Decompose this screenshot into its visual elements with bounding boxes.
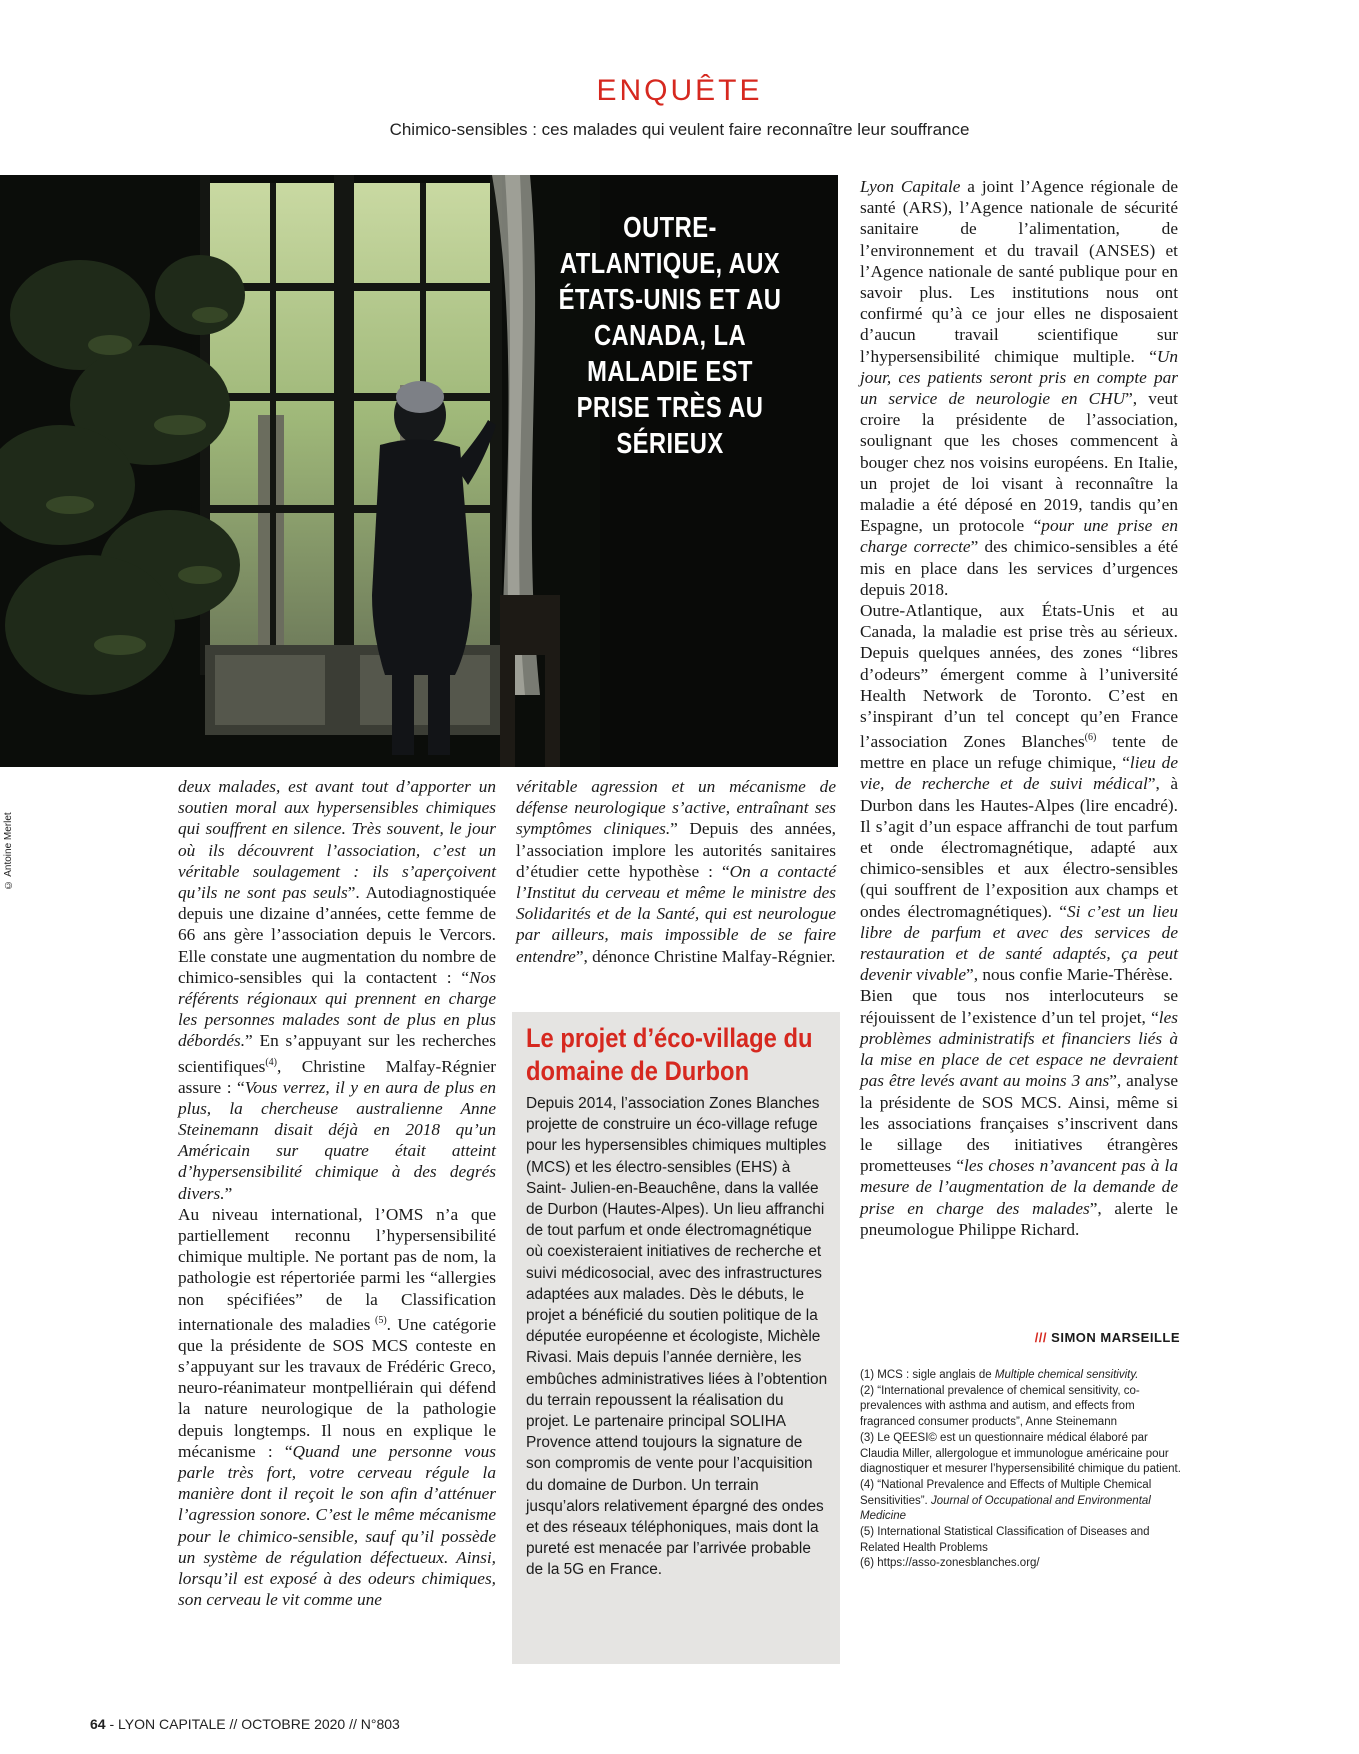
footnote-ref: (5) [370,1314,387,1326]
text: ”, veut croire la présidente de l’association, soulignant que les choses commencent à bouger chez nos voisins européens. En Italie, un projet de loi visant à reconnaître la maladie a été déposé en 2019, tandis qu’en Espagne, un protocole “ [860,389,1178,536]
text: (1) MCS : sigle anglais de [860,1369,995,1381]
page-footer [90,1716,400,1732]
paragraph [178,776,496,1204]
footnote: (5) International Statistical Classification of Diseases and Related Health Problems [860,1526,1150,1554]
author-name: SIMON MARSEILLE [1051,1330,1180,1345]
paragraph [860,176,1178,600]
quote-text: pour une prise en charge correcte [860,516,1178,557]
paragraph [860,600,1178,985]
text: ”. Autodiagnostiquée depuis une dizaine d’années, cette femme de 66 ans gère l’association depuis le Vercors. Elle constate une augmentation du nombre de chimico-sensibles qui la contactent : “ [178,883,496,987]
quote-text: véritable agression et un mécanisme de défense neurologique s’active, entraînant ses symptômes cliniques. [516,777,836,839]
quote-text: On a contacté l’Institut du cerveau et même le ministre des Solidarités et de la Santé, qui est neurologue par ailleurs, mais impossible de se faire entendre [516,861,837,966]
quote-text: deux malades, est avant tout d’apporter un soutien moral aux hypersensibles chimiques qui souffrent en silence. Très souvent, le jour où ils découvrent l’association, c’est un véritable soulagement : ils s’aperçoivent qu’ils ne sont pas seuls [178,777,496,903]
text: ”, nous confie Marie-Thérèse. [966,965,1173,985]
footnote [860,1478,1182,1525]
quote-text: Un jour, ces patients seront pris en compte par un service de neurologie en CHU [860,346,1178,409]
text: ”, dénonce Christine Malfay-Régnier. [575,946,836,966]
paragraph [516,776,836,967]
footnotes [860,1368,1182,1572]
page-number: 64 [90,1716,106,1732]
text: , Christine Malfay-Régnier assure : “ [178,1056,496,1097]
quote-text: Vous verrez, il y en aura de plus en plus, la chercheuse australienne Anne Steinemann disait déjà en 2018 qu’un Américain sur quatre était atteint d’hypersensibilité chimique à des degrés divers. [178,1077,496,1203]
text: Bien que tous nos interlocuteurs se réjouissent de l’existence d’un tel projet, “ [860,986,1178,1027]
text: Multiple chemical sensitivity. [994,1369,1139,1381]
text: ” des chimico-sensibles a été mis en place dans les services d’urgences depuis 2018. [860,537,1178,599]
publication-name: Lyon Capitale [860,177,961,196]
footnote: (6) https://asso-zonesblanches.org/ [860,1557,1040,1570]
article-column-3 [860,176,1178,1240]
article-column-1 [178,776,496,1610]
text: . Une catégorie que la présidente de SOS MCS conteste en s’appuyant sur les travaux de Frédéric Greco, neuro-réanimateur montpelliérain qui défend la nature neurologique de la pathologie depuis longtemps. Il nous en explique le mécanisme : “ [178,1314,496,1461]
footnote-ref: (6) [1084,732,1097,744]
article-subtitle: Chimico-sensibles : ces malades qui veulent faire reconnaître leur souffrance [389,120,970,139]
quote-text: les problèmes administratifs et financiers liés à la mise en place de cet espace ne devraient pas être levés avant au moins 3 ans [860,1007,1178,1091]
quote-text: lieu de vie, de recherche et de suivi médical [860,753,1178,794]
section-title: ENQUÊTE [596,74,763,107]
footer-text: - LYON CAPITALE // OCTOBRE 2020 // N°803 [105,1716,400,1732]
text: a joint l’Agence régionale de santé (ARS), l’Agence nationale de sécurité sanitaire de l’alimentation, de l’environnement et du travail (ANSES) et l’Agence nationale de santé publique pour en savoir plus. Les institutions nous ont confirmé qu’à ce jour elles ne disposaient d’aucun travail scientifique sur l’hypersensibilité chimique multiple. “ [860,177,1179,366]
text: (4) “National Prevalence and Effects of Multiple Chemical Sensitivities”. [860,1478,1152,1507]
text: ”, analyse la présidente de SOS MCS. Ainsi, même si les associations françaises s’inscrivent dans le sillage des initiatives étrangères prometteuses “ [860,1071,1178,1176]
text: ” En s’appuyant sur les recherches scientifiques [178,1031,496,1076]
paragraph [178,1204,496,1611]
footnote: (3) Le QEESI© est un questionnaire médical élaboré par Claudia Miller, allergologue et immunologue américaine pour diagnostiquer et mesurer l’hypersensibilité chimique du patient. [860,1431,1181,1476]
text: Journal of Occupational and Environmental Medicine [860,1494,1151,1523]
text: tente de mettre en place un refuge chimique, “ [860,732,1178,773]
quote-text: Si c’est un lieu libre de parfum et avec des services de restauration et de santé adaptés, ça peut devenir vivable [860,901,1178,985]
signature-slash: /// [1034,1330,1048,1345]
quote-text: Quand une personne vous parle très fort, votre cerveau régule la manière dont il reçoit le son afin d’atténuer l’agression sonore. C’est le même mécanisme pour le chimico-sensible, sauf qu’il possède un système de régulation défectueux. Ainsi, lorsqu’il est exposé à des odeurs chimiques, son cerveau le vit comme une [178,1441,496,1610]
footnote: (2) “International prevalence of chemical sensitivity, co-prevalences with asthma and autism, and effects from fragranced consumer products”, Anne Steinemann [860,1384,1140,1429]
pull-quote: OUTRE-ATLANTIQUE, AUX ÉTATS-UNIS ET AU CANADA, LA MALADIE EST PRISE TRÈS AU SÉRIEUX [558,212,782,460]
sidebar-box-title: Le projet d’éco-village du domaine de Durbon [526,1023,813,1086]
footnote [860,1368,1182,1384]
text: ”, alerte le pneumologue Philippe Richard. [860,1198,1178,1239]
author-signature [1010,1330,1180,1345]
quote-text: les choses n’avancent pas à la mesure de l’augmentation de la demande de prise en charge des malades [860,1156,1178,1218]
paragraph [860,985,1178,1239]
text: ”, à Durbon dans les Hautes-Alpes (lire encadré). Il s’agit d’un espace affranchi de tout parfum et onde électromagnétique, adapté aux chimico-sensibles et aux électro-sensibles (qui souffrent de l’exposition aux champs et ondes électromagnétiques). “ [860,774,1178,921]
footnote-ref: (4) [265,1056,278,1068]
quote-text: Nos référents régionaux qui prennent en charge les personnes malades sont de plus en plus débordés. [178,967,496,1051]
article-column-2 [516,776,836,967]
photo-credit: © Antoine Merlet [3,812,14,890]
text: Au niveau international, l’OMS n’a que partiellement reconnu l’hypersensibilité chimique multiple. Ne portant pas de nom, la pathologie est répertoriée parmi les “allergies non spécifiées” de la Classification internationale des maladies [178,1204,496,1334]
text: Outre-Atlantique, aux États-Unis et au Canada, la maladie est prise très au sérieux. Depuis quelques années, des zones “libres d’odeurs” émergent comme à l’université Health Network de Toronto. C’est en s’inspirant d’un tel concept qu’en France l’association Zones Blanches [860,601,1178,752]
text: ” [224,1183,233,1203]
sidebar-box-text: Depuis 2014, l’association Zones Blanches projette de construire un éco-village refuge pour les hypersensibles chimiques multiples (MCS) et les électro-sensibles (EHS) à Saint- Julien-en-Beauchêne, dans la vallée de Durbon (Hautes-Alpes). Un lieu affranchi de tout parfum et onde électromagnétique où coexisteraient initiatives de recherche et suivi médicosocial, avec des infrastructures adaptées aux malades. Dès le débuts, le projet a bénéficié du soutien politique de la députée européenne et écologiste, Michèle Rivasi. Mais depuis l’année dernière, les embûches administratives liées à l’obtention du terrain repoussent la réalisation du projet. Le partenaire principal SOLIHA Provence attend toujours la signature de son compromis de vente pour l’acquisition du domaine de Durbon. Un terrain jusqu’alors relativement épargné des ondes et des réseaux téléphoniques, mais dont la pureté est menacée par l’arrivée probable de la 5G en France. [526,1095,828,1579]
text: ” Depuis des années, l’association implore les autorités sanitaires d’étudier cette hypothèse : “ [516,819,836,881]
